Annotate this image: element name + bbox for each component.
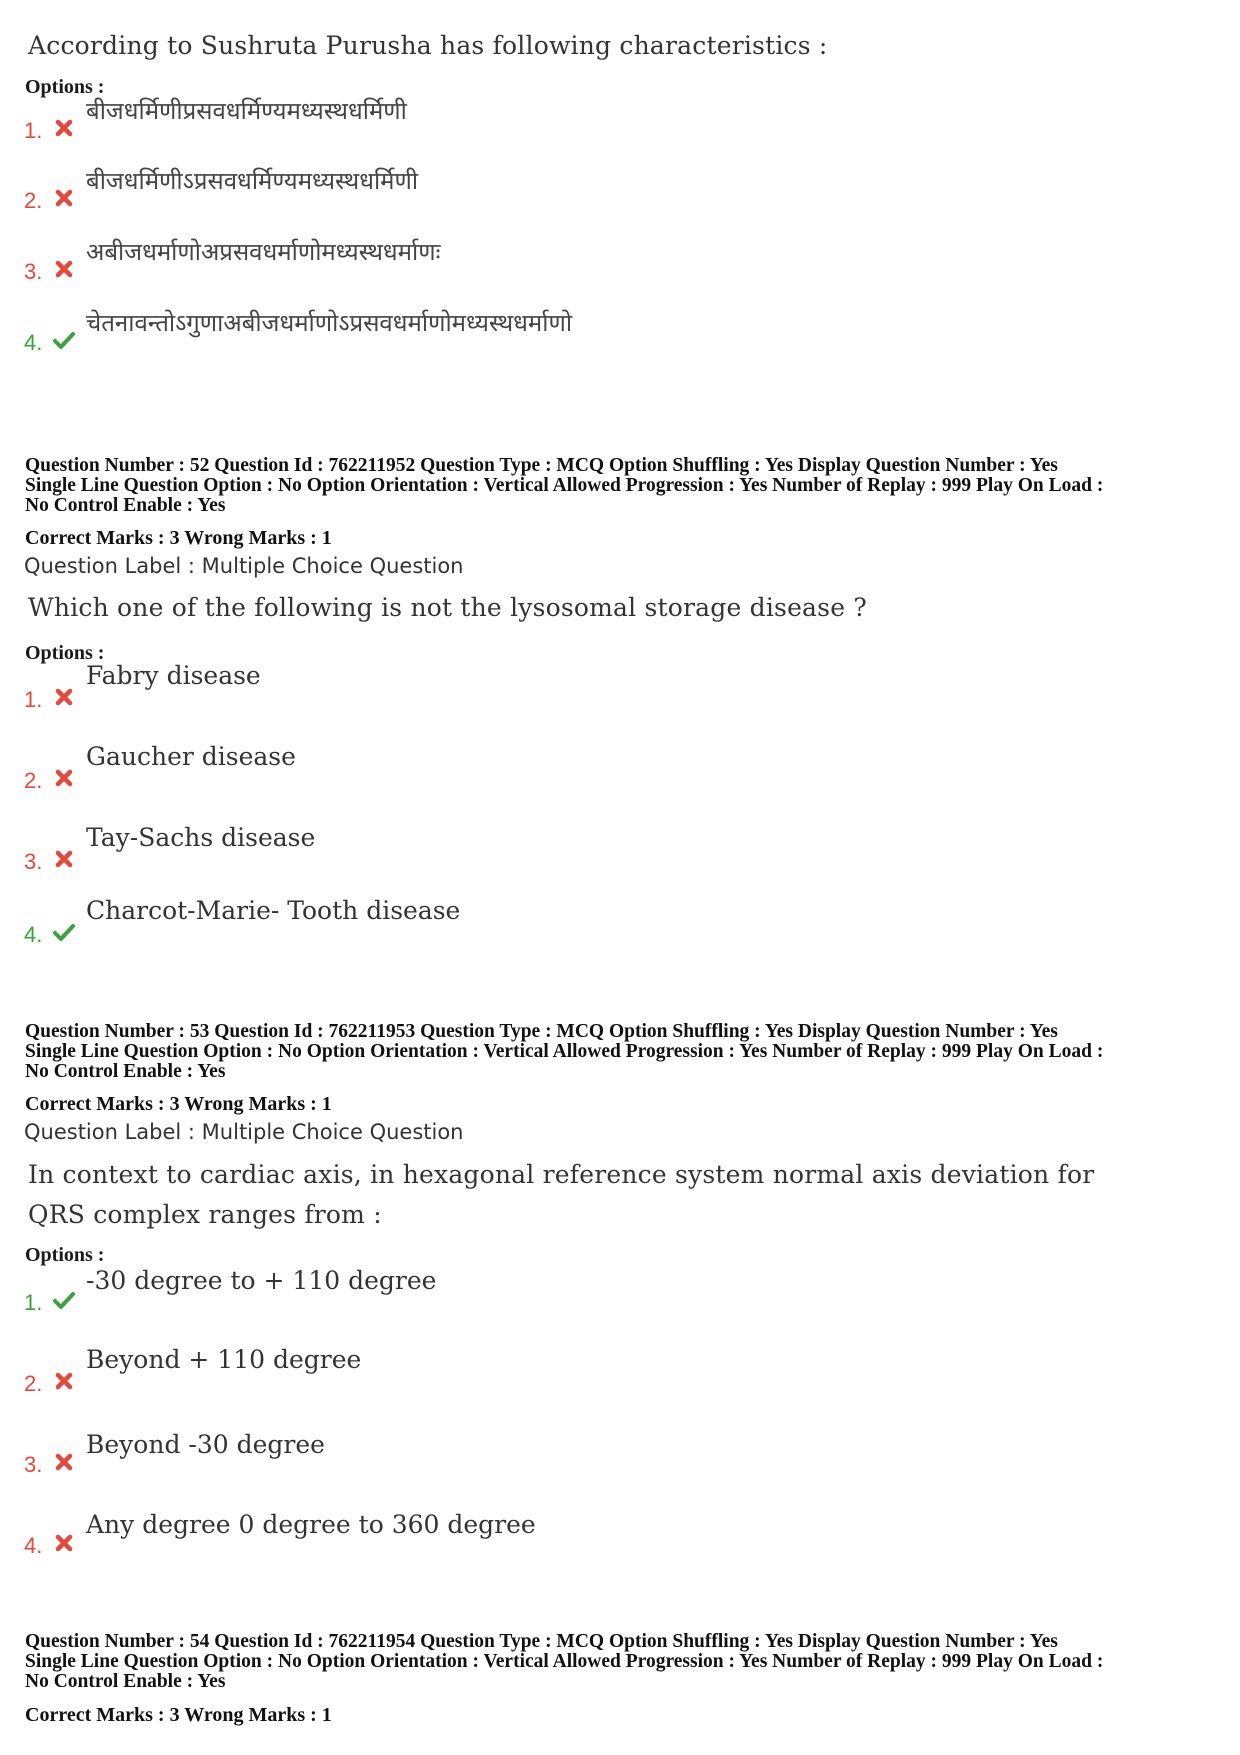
cross-icon [52,1450,76,1474]
question-53-option-4 [0,1510,1200,1565]
option-number: 4. [24,1533,43,1558]
option-number: 2. [24,1371,43,1396]
question-52-option-3 [0,823,1200,881]
option-text: -30 degree to + 110 degree [86,1266,437,1295]
option-text: Any degree 0 degree to 360 degree [86,1510,536,1539]
option-number: 1. [24,1290,43,1315]
question-53-options-label: Options : [25,1244,105,1266]
question-52-label: Question Label : Multiple Choice Question [24,554,464,578]
option-number: 2. [24,188,43,213]
option-number: 4. [24,922,43,947]
question-51-option-3 [0,238,1200,291]
option-number: 4. [24,330,43,355]
question-52-marks: Correct Marks : 3 Wrong Marks : 1 [25,527,332,549]
cross-icon [52,1531,76,1555]
question-52-option-4 [0,896,1200,954]
question-52-option-2 [0,742,1200,800]
cross-icon [52,116,76,140]
option-number: 3. [24,259,43,284]
question-text-line: QRS complex ranges from : [28,1200,382,1229]
option-text: अबीजधर्माणोअप्रसवधर्माणोमध्यस्थधर्माणः [86,238,441,266]
question-text-line: In context to cardiac axis, in hexagonal reference system normal axis deviation for [28,1160,1095,1189]
option-number: 2. [24,768,43,793]
metadata-line: Question Number : 54 Question Id : 762211954 Question Type : MCQ Option Shuffling : Yes Display Question Number : Yes [25,1631,1058,1652]
metadata-line: Single Line Question Option : No Option Orientation : Vertical Allowed Progression : Yes Number of Replay : 999 Play On Load : [25,1041,1104,1062]
metadata-line: Question Number : 53 Question Id : 762211953 Question Type : MCQ Option Shuffling : Yes Display Question Number : Yes [25,1021,1058,1042]
option-text: चेतनावन्तोऽगुणाअबीजधर्माणोऽप्रसवधर्माणोमध्यस्थधर्माणो [86,309,573,337]
cross-icon [52,766,76,790]
metadata-line: No Control Enable : Yes [25,495,226,516]
metadata-line: Question Number : 52 Question Id : 762211952 Question Type : MCQ Option Shuffling : Yes Display Question Number : Yes [25,455,1058,476]
cross-icon [52,847,76,871]
question-52-metadata [25,456,1225,516]
option-number: 1. [24,687,43,712]
question-51-text: According to Sushruta Purusha has following characteristics : [28,31,828,60]
metadata-line: No Control Enable : Yes [25,1061,226,1082]
question-53-option-3 [0,1430,1200,1484]
question-51-options-label: Options : [25,76,105,98]
option-text: Beyond -30 degree [86,1430,325,1459]
option-number: 1. [24,118,43,143]
question-52-options-label: Options : [25,642,105,664]
metadata-line: Single Line Question Option : No Option Orientation : Vertical Allowed Progression : Yes Number of Replay : 999 Play On Load : [25,475,1104,496]
cross-icon [52,257,76,281]
cross-icon [52,186,76,210]
question-53-option-1 [0,1266,1200,1322]
question-53-option-2 [0,1345,1200,1403]
cross-icon [52,1369,76,1393]
option-text: बीजधर्मिणीप्रसवधर्मिण्यमध्यस्थधर्मिणी [86,97,407,125]
cross-icon [52,685,76,709]
option-text: Gaucher disease [86,742,296,771]
question-53-label: Question Label : Multiple Choice Question [24,1120,464,1144]
question-53-metadata [25,1022,1225,1082]
question-51-option-1 [0,97,1200,150]
option-text: Tay-Sachs disease [86,823,316,852]
check-icon [52,328,76,352]
question-53-marks: Correct Marks : 3 Wrong Marks : 1 [25,1093,332,1115]
metadata-line: Single Line Question Option : No Option Orientation : Vertical Allowed Progression : Yes Number of Replay : 999 Play On Load : [25,1651,1104,1672]
metadata-line: No Control Enable : Yes [25,1671,226,1692]
option-text: Charcot-Marie- Tooth disease [86,896,461,925]
option-text: बीजधर्मिणीऽप्रसवधर्मिण्यमध्यस्थधर्मिणी [86,167,419,195]
question-52-text: Which one of the following is not the lysosomal storage disease ? [28,593,867,622]
check-icon [52,1288,76,1312]
question-54-marks: Correct Marks : 3 Wrong Marks : 1 [25,1704,332,1726]
option-number: 3. [24,1452,43,1477]
question-52-option-1 [0,661,1200,719]
option-number: 3. [24,849,43,874]
question-54-metadata [25,1632,1225,1692]
question-51-option-2 [0,167,1200,220]
option-text: Fabry disease [86,661,261,690]
question-53-text [28,1155,1094,1235]
check-icon [52,920,76,944]
question-51-option-4 [0,309,1200,362]
option-text: Beyond + 110 degree [86,1345,362,1374]
